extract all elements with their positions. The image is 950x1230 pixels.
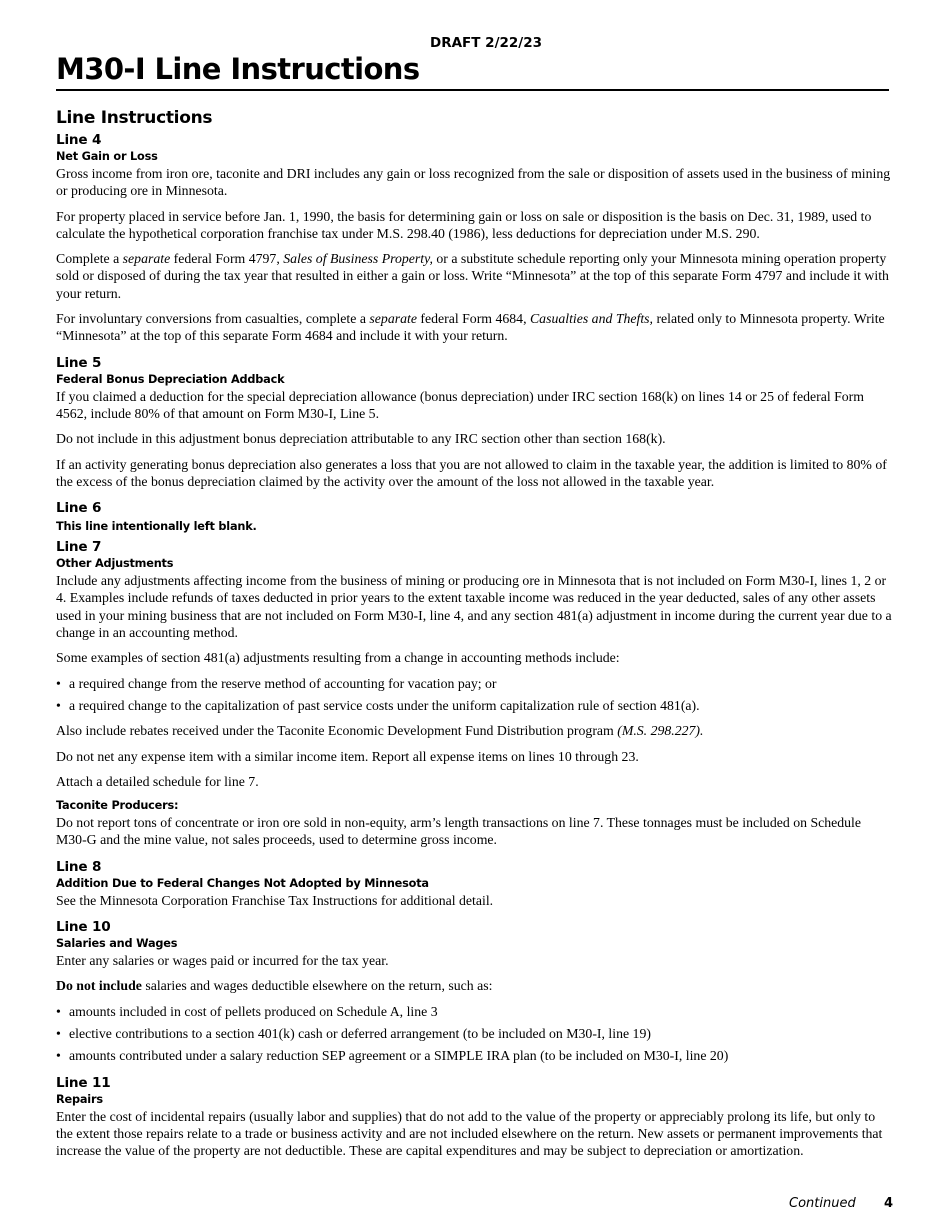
list-item: • a required change from the reserve method of accounting for vacation pay; or [56, 675, 894, 692]
line-8-subheading: Addition Due to Federal Changes Not Adopted by Minnesota [56, 876, 429, 890]
line-5-paragraph-1: If you claimed a deduction for the special depreciation allowance (bonus depreciation) under IRC section 168(k) on lines 14 or 25 of federal Form 4562, include 80% of that amount on Form M30-I, Line 5. [56, 388, 865, 421]
list-item: • elective contributions to a section 401(k) cash or deferred arrangement (to be included on M30-I, line 19) [56, 1025, 894, 1042]
line-7-paragraph-4: Do not net any expense item with a similar income item. Report all expense items on lines 10 through 23. [56, 748, 639, 764]
line-4-paragraph-3: Complete a separate federal Form 4797, Sales of Business Property, or a substitute schedule reporting only your Minnesota mining operation property sold or disposed of during the tax year that resulted in either a gain or loss. Write “Minnesota” at the top of this separate Form 4797 and include it with your return. [56, 251, 889, 301]
line-5-paragraph-2: Do not include in this adjustment bonus depreciation attributable to any IRC section other than section 168(k). [56, 431, 666, 447]
line-5-section [56, 355, 894, 490]
line-7-paragraph-5: Attach a detailed schedule for line 7. [56, 773, 259, 789]
taconite-producers-heading: Taconite Producers: [56, 799, 179, 813]
line-11-section [56, 1075, 894, 1160]
list-item: • a required change to the capitalization of past service costs under the uniform capitalization rule of section 481(a). [56, 697, 894, 714]
line-8-paragraph-1: See the Minnesota Corporation Franchise Tax Instructions for additional detail. [56, 892, 494, 908]
line-4-paragraph-2: For property placed in service before Jan. 1, 1990, the basis for determining gain or loss on sale or disposition is the basis on Dec. 31, 1989, used to calculate the hypothetical corporation franchise tax under M.S. 298.40 (1986), less deductions for depreciation under M.S. 290. [56, 208, 872, 241]
line-8-heading: Line 8 [56, 858, 102, 875]
line-11-subheading: Repairs [56, 1092, 103, 1106]
line-10-paragraph-2: Do not include salaries and wages deductible elsewhere on the return, such as: [56, 978, 493, 994]
line-11-paragraph-1: Enter the cost of incidental repairs (usually labor and supplies) that do not add to the value of the property or appreciably prolong its life, but only to the extent those repairs relate to a trade or business activity and are not included elsewhere on the return. New assets or permanent improvements that increase the value of the property are not deductible. These are capital expenditures and may be subject to depreciation or amortization. [56, 1108, 883, 1159]
line-6-subheading: This line intentionally left blank. [56, 520, 257, 534]
line-10-subheading: Salaries and Wages [56, 937, 178, 951]
page-title: M30-I Line Instructions [56, 52, 420, 86]
line-4-section [56, 132, 894, 345]
line-4-subheading: Net Gain or Loss [56, 150, 158, 163]
line-10-paragraph-1: Enter any salaries or wages paid or incurred for the tax year. [56, 953, 389, 969]
document-body [56, 108, 894, 1169]
line-7-bullet-list [56, 675, 894, 715]
line-7-section [56, 539, 894, 849]
line-10-heading: Line 10 [56, 919, 111, 936]
line-11-heading: Line 11 [56, 1074, 111, 1091]
line-4-paragraph-4: For involuntary conversions from casualties, complete a separate federal Form 4684, Casualties and Thefts, related only to Minnesota property. Write “Minnesota” at the top of this separate Form 4684 and include it with your return. [56, 311, 885, 344]
line-5-paragraph-3: If an activity generating bonus depreciation also generates a loss that you are not allowed to claim in the taxable year, the addition is limited to 80% of the excess of the bonus depreciation claimed by the activity over the amount of the loss not allowed in the taxable year. [56, 456, 887, 489]
list-item: • amounts included in cost of pellets produced on Schedule A, line 3 [56, 1003, 894, 1020]
line-5-subheading: Federal Bonus Depreciation Addback [56, 372, 285, 386]
line-6-heading: Line 6 [56, 500, 102, 517]
line-7-paragraph-1: Include any adjustments affecting income from the business of mining or producing ore in Minnesota that is not included on Form M30-I, lines 1, 2 or 4. Examples include refunds of taxes deducted in prior years to the extent taxable income was reduced in the year deducted, sales of any other assets used in your mining business that are not included on Form M30-I, line 4, and any section 481(a) adjustment in income during the current year due to a change in an accounting method. [56, 573, 892, 641]
line-7-subheading: Other Adjustments [56, 557, 174, 571]
line-6-section [56, 500, 894, 535]
section-heading: Line Instructions [56, 108, 213, 128]
line-7-paragraph-3: Also include rebates received under the Taconite Economic Development Fund Distribution program (M.S. 298.227). [56, 723, 704, 739]
document-page [56, 0, 894, 1230]
line-7-paragraph-2: Some examples of section 481(a) adjustments resulting from a change in accounting methods include: [56, 650, 620, 666]
line-10-section [56, 919, 894, 1064]
line-5-heading: Line 5 [56, 354, 102, 371]
page-number: 4 [884, 1196, 894, 1211]
line-7-heading: Line 7 [56, 539, 102, 556]
line-4-paragraph-1: Gross income from iron ore, taconite and DRI includes any gain or loss recognized from the sale or disposition of assets used in the business of mining or producing ore in Minnesota. [56, 166, 891, 199]
draft-stamp: DRAFT 2/22/23 [430, 35, 543, 51]
line-7-paragraph-6: Do not report tons of concentrate or iron ore sold in non-equity, arm’s length transactions on line 7. These tonnages must be included on Schedule M30-G and the mine value, not sales proceeds, used to determine gross income. [56, 815, 862, 848]
continued-label: Continued [789, 1196, 856, 1211]
list-item: • amounts contributed under a salary reduction SEP agreement or a SIMPLE IRA plan (to be included on M30-I, line 20) [56, 1047, 894, 1064]
line-10-bullet-list [56, 1003, 894, 1065]
line-8-section [56, 859, 894, 909]
title-rule [56, 89, 889, 91]
line-4-heading: Line 4 [56, 132, 102, 148]
